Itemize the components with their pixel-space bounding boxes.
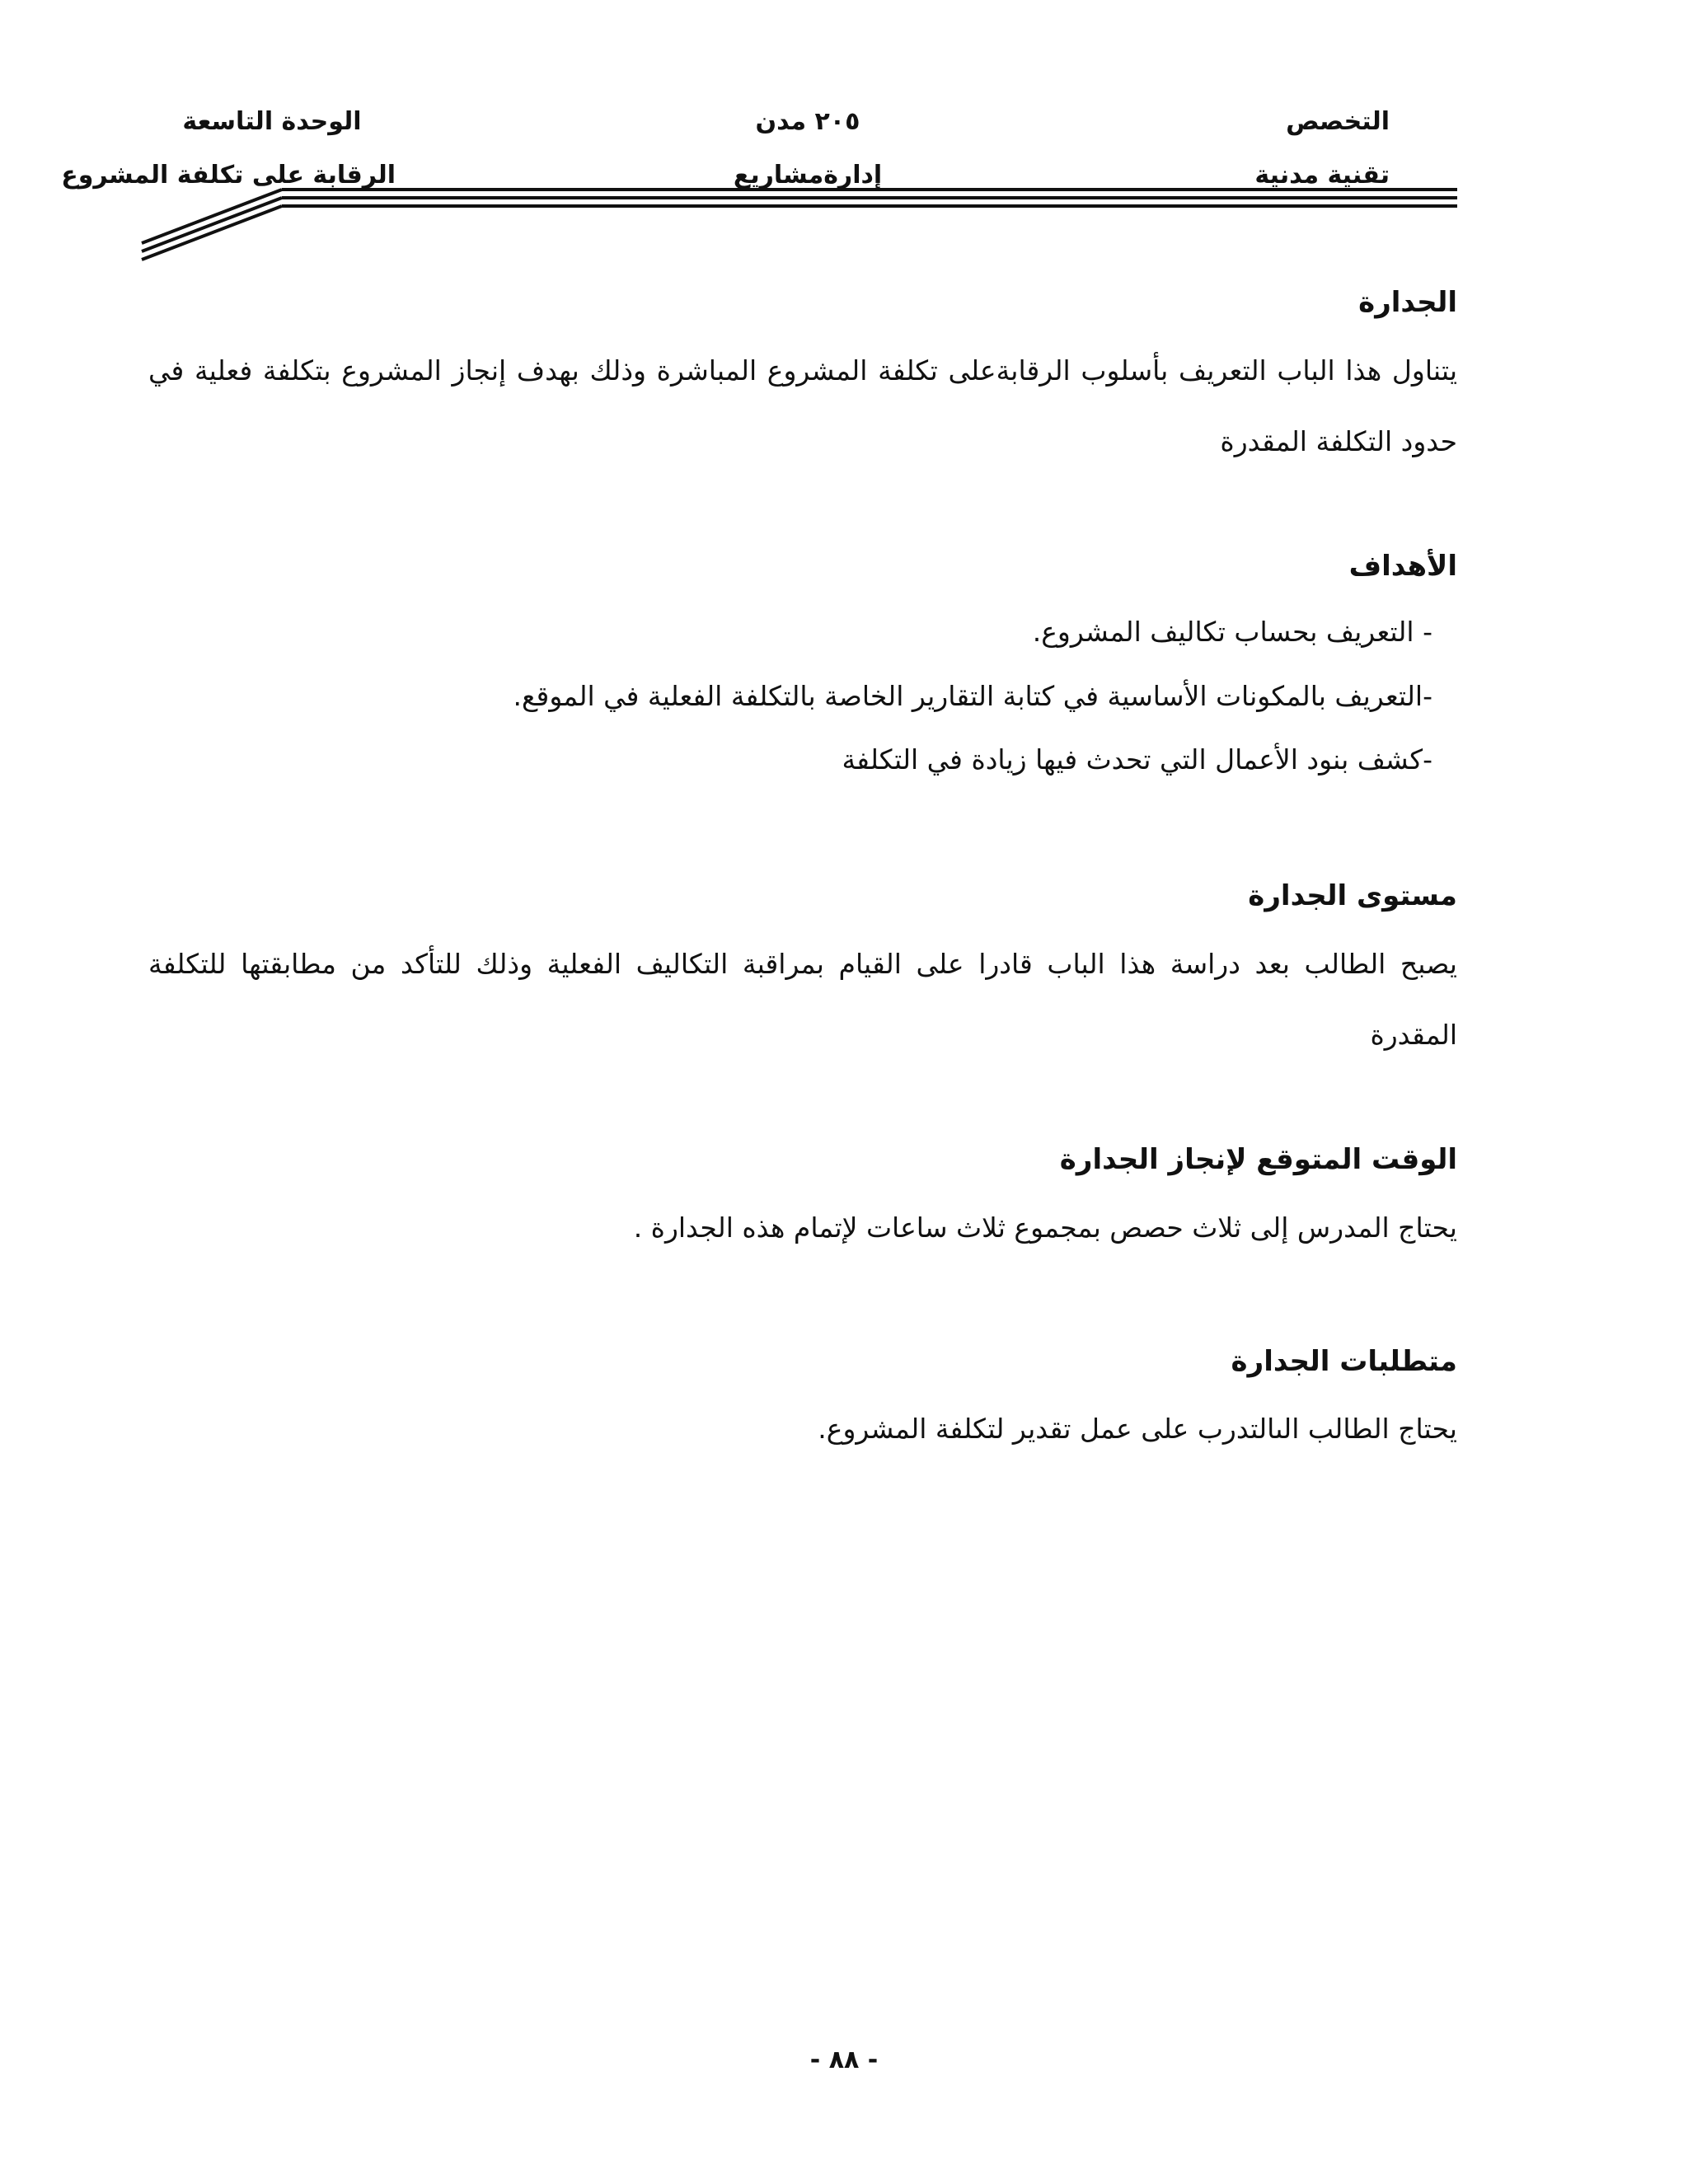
time-heading: الوقت المتوقع لإنجاز الجدارة [1059, 1143, 1457, 1176]
course-name: إدارةمشاريع [733, 161, 883, 190]
time-text: يحتاج المدرس إلى ثلاث حصص بمجموع ثلاث ساعات لإتمام هذه الجدارة . [633, 1212, 1457, 1244]
competency-heading: الجدارة [1358, 286, 1457, 319]
objective-item-1: - التعريف بحساب تكاليف المشروع. [1032, 616, 1432, 648]
page-number: - ٨٨ - [809, 2046, 879, 2074]
specialty-value: تقنية مدنية [1254, 161, 1390, 190]
objective-item-2: -التعريف بالمكونات الأساسية في كتابة التقارير الخاصة بالتكلفة الفعلية في الموقع. [513, 680, 1432, 712]
level-heading: مستوى الجدارة [1248, 879, 1457, 912]
course-code: ٢٠٥ مدن [755, 107, 860, 136]
header-rule-lines [0, 0, 1688, 280]
level-text: يصبح الطالب بعد دراسة هذا الباب قادرا على القيام بمراقبة التكاليف الفعلية وذلك للتأكد من مطابقتها للتكلفة المقدرة [148, 948, 1457, 1051]
objective-item-3: -كشف بنود الأعمال التي تحدث فيها زيادة في التكلفة [842, 743, 1432, 776]
unit-label: الوحدة التاسعة [182, 107, 362, 136]
specialty-label: التخصص [1286, 107, 1390, 136]
requirements-heading: متطلبات الجدارة [1231, 1345, 1457, 1378]
objectives-heading: الأهداف [1348, 550, 1457, 583]
unit-title: الرقابة على تكلفة المشروع [61, 161, 396, 190]
competency-text: يتناول هذا الباب التعريف بأسلوب الرقابةعلى تكلفة المشروع المباشرة وذلك بهدف إنجاز المشروع بتكلفة فعلية في حدود التكلفة المقدرة [148, 354, 1457, 457]
requirements-text: يحتاج الطالب الىالتدرب على عمل تقدير لتكلفة المشروع. [818, 1413, 1457, 1445]
